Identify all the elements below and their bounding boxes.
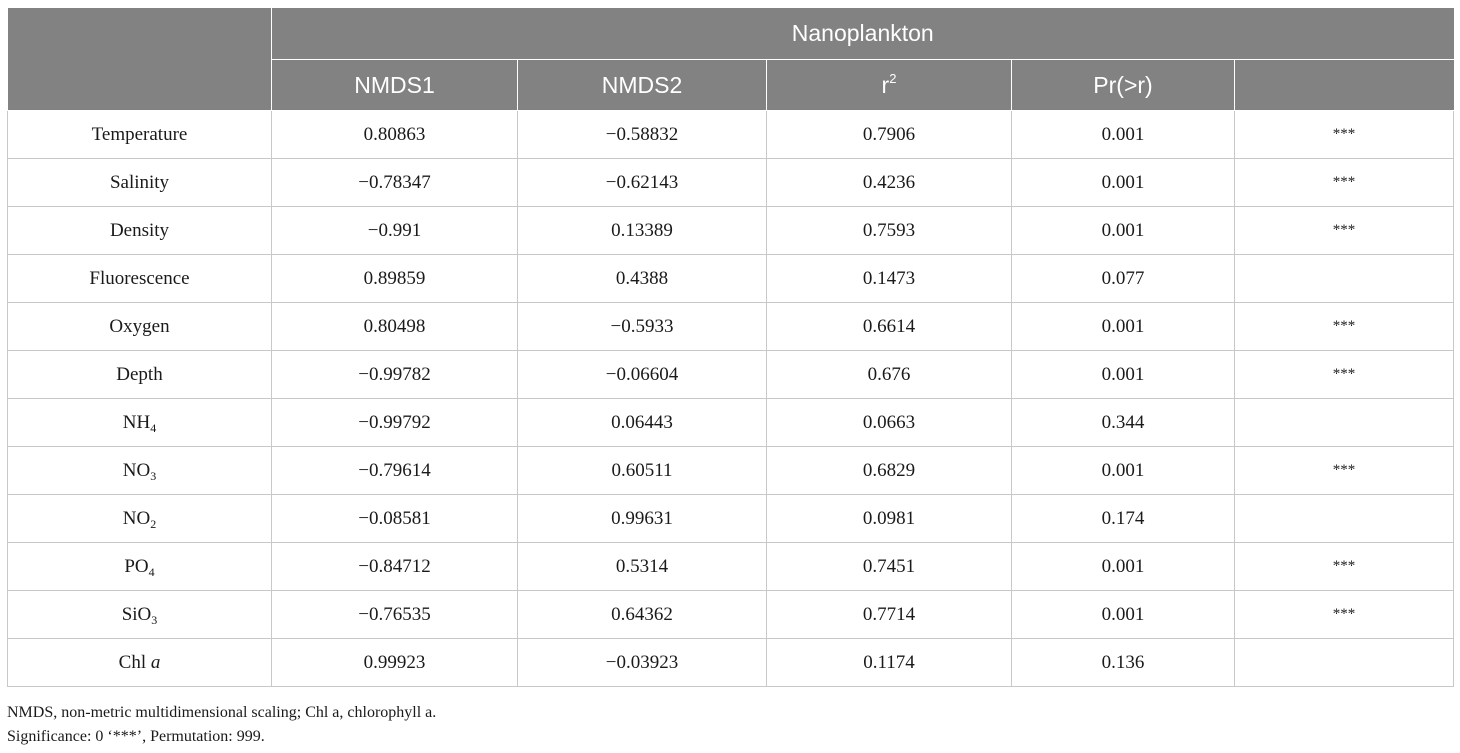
pr-cell: 0.077 (1012, 255, 1235, 303)
nmds1-cell: 0.89859 (272, 255, 518, 303)
r2-cell: 0.0981 (767, 495, 1012, 543)
table-row (8, 591, 1454, 639)
pr-cell: 0.174 (1012, 495, 1235, 543)
nmds-table (7, 8, 1454, 687)
significance-cell: *** (1235, 207, 1454, 255)
significance-cell: *** (1235, 111, 1454, 159)
r2-cell: 0.7906 (767, 111, 1012, 159)
nmds2-cell: 0.4388 (518, 255, 767, 303)
footnote-abbreviations: NMDS, non-metric multidimensional scaling; Chl a, chlorophyll a. (7, 704, 437, 721)
table-body (8, 111, 1454, 687)
pr-cell: 0.001 (1012, 543, 1235, 591)
r2-cell: 0.1174 (767, 639, 1012, 687)
column-header-nmds2: NMDS2 (518, 60, 767, 111)
variable-name: Fluorescence (89, 267, 190, 289)
variable-name: Depth (116, 363, 163, 385)
row-label-cell (8, 255, 272, 303)
column-header-pr: Pr(>r) (1012, 60, 1235, 111)
variable-subscript: 3 (150, 468, 157, 483)
r2-cell: 0.7714 (767, 591, 1012, 639)
variable-name: NH (122, 411, 151, 433)
column-header-r2-superscript: 2 (889, 70, 897, 86)
pr-cell: 0.001 (1012, 111, 1235, 159)
nmds1-cell: −0.78347 (272, 159, 518, 207)
table-row (8, 159, 1454, 207)
variable-name: SiO (121, 603, 152, 625)
nmds1-cell: 0.99923 (272, 639, 518, 687)
significance-cell: *** (1235, 159, 1454, 207)
variable-name: Oxygen (109, 315, 170, 337)
pr-cell: 0.344 (1012, 399, 1235, 447)
nmds1-cell: −0.79614 (272, 447, 518, 495)
nmds1-cell: −0.99792 (272, 399, 518, 447)
row-label-cell (8, 399, 272, 447)
r2-cell: 0.6829 (767, 447, 1012, 495)
r2-cell: 0.0663 (767, 399, 1012, 447)
r2-cell: 0.676 (767, 351, 1012, 399)
pr-cell: 0.001 (1012, 591, 1235, 639)
table-row (8, 543, 1454, 591)
pr-cell: 0.001 (1012, 303, 1235, 351)
nmds2-cell: 0.99631 (518, 495, 767, 543)
r2-cell: 0.1473 (767, 255, 1012, 303)
nmds2-cell: −0.5933 (518, 303, 767, 351)
significance-cell (1235, 255, 1454, 303)
row-label-cell (8, 351, 272, 399)
r2-cell: 0.6614 (767, 303, 1012, 351)
row-label-cell (8, 303, 272, 351)
pr-cell: 0.001 (1012, 207, 1235, 255)
significance-cell (1235, 495, 1454, 543)
nmds2-cell: 0.13389 (518, 207, 767, 255)
row-label-cell (8, 447, 272, 495)
row-label-cell (8, 207, 272, 255)
column-header-r2 (767, 60, 1012, 111)
nmds2-cell: −0.62143 (518, 159, 767, 207)
variable-subscript: 3 (151, 612, 158, 627)
row-label-cell (8, 543, 272, 591)
table-row (8, 303, 1454, 351)
table-row (8, 399, 1454, 447)
significance-cell (1235, 399, 1454, 447)
significance-cell: *** (1235, 447, 1454, 495)
nmds1-cell: −0.84712 (272, 543, 518, 591)
variable-subscript: 4 (150, 420, 157, 435)
variable-italic-suffix: a (150, 651, 161, 673)
variable-subscript: 4 (148, 564, 155, 579)
nmds2-cell: 0.06443 (518, 399, 767, 447)
nmds2-cell: 0.5314 (518, 543, 767, 591)
nmds2-cell: −0.58832 (518, 111, 767, 159)
variable-name: Density (109, 219, 170, 241)
r2-cell: 0.7451 (767, 543, 1012, 591)
significance-cell: *** (1235, 303, 1454, 351)
variable-name: Chl (118, 651, 151, 673)
group-header-nanoplankton: Nanoplankton (272, 8, 1454, 60)
table-row (8, 207, 1454, 255)
nmds2-cell: −0.06604 (518, 351, 767, 399)
r2-cell: 0.7593 (767, 207, 1012, 255)
table-row (8, 447, 1454, 495)
significance-cell (1235, 639, 1454, 687)
variable-name: NO (122, 507, 151, 529)
r2-cell: 0.4236 (767, 159, 1012, 207)
table-row (8, 255, 1454, 303)
variable-subscript: 2 (150, 516, 157, 531)
table-row (8, 351, 1454, 399)
nmds2-cell: 0.60511 (518, 447, 767, 495)
nmds2-cell: 0.64362 (518, 591, 767, 639)
nmds1-cell: −0.991 (272, 207, 518, 255)
nmds2-cell: −0.03923 (518, 639, 767, 687)
pr-cell: 0.001 (1012, 351, 1235, 399)
nmds1-cell: 0.80863 (272, 111, 518, 159)
variable-name: Temperature (91, 123, 188, 145)
header-blank-cell (8, 8, 272, 111)
table-row (8, 495, 1454, 543)
row-label-cell (8, 495, 272, 543)
column-header-nmds1: NMDS1 (272, 60, 518, 111)
row-label-cell (8, 639, 272, 687)
row-label-cell (8, 159, 272, 207)
nmds1-cell: −0.76535 (272, 591, 518, 639)
data-table-container (7, 8, 1453, 687)
table-row (8, 639, 1454, 687)
pr-cell: 0.136 (1012, 639, 1235, 687)
pr-cell: 0.001 (1012, 159, 1235, 207)
column-header-r2-base: r (881, 71, 890, 98)
footnote-significance: Significance: 0 ‘***’, Permutation: 999. (7, 728, 265, 745)
pr-cell: 0.001 (1012, 447, 1235, 495)
nmds1-cell: 0.80498 (272, 303, 518, 351)
variable-name: NO (122, 459, 151, 481)
table-header (8, 8, 1454, 111)
row-label-cell (8, 591, 272, 639)
significance-cell: *** (1235, 543, 1454, 591)
variable-name: Salinity (109, 171, 170, 193)
nmds1-cell: −0.08581 (272, 495, 518, 543)
significance-cell: *** (1235, 351, 1454, 399)
nmds1-cell: −0.99782 (272, 351, 518, 399)
column-header-significance (1235, 60, 1454, 111)
variable-name: PO (124, 555, 149, 577)
table-footnotes (7, 701, 436, 749)
row-label-cell (8, 111, 272, 159)
significance-cell: *** (1235, 591, 1454, 639)
table-row (8, 111, 1454, 159)
